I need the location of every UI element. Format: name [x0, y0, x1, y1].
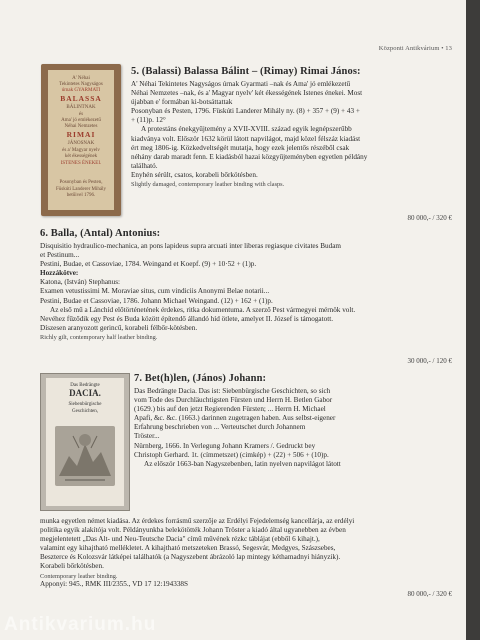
lot-7 [134, 373, 460, 469]
book-text: és [78, 112, 84, 117]
text-line: Erfahrung beschrieben von ... Verteutschet durch Johannem [134, 423, 306, 432]
text-line: et Pestinum... [40, 251, 80, 260]
book-text: betűivel 1796. [66, 193, 96, 198]
text-line: politika egyik alakítója volt. Példányunkba belekötötték Johann Tröster a kiadó által ugyanebben az évben [40, 526, 346, 535]
book-text: és a' Magyar nyelv [62, 148, 100, 153]
book-photo-balassa [41, 64, 121, 216]
watermark: Antikvarium.hu [4, 614, 157, 635]
text-line: Christoph Gerhard. 1t. (címmetszet) (cimkép) + (22) + 506 + (10)p. [134, 450, 329, 459]
lot-description [131, 80, 459, 180]
bibliographic-references: Apponyi: 945., RMK III/2355., VD 17 12:194338S [40, 579, 189, 588]
lot-description [40, 517, 460, 572]
book-text: Geschichten, [72, 409, 98, 414]
text-line: munka egyetlen német kiadása. Az érdekes forrásmű szerzője az Erdélyi Fejedelemség kancellárja, az erdélyi [40, 517, 355, 525]
lot-title: 6. Balla, (Antal) Antonius: [40, 228, 161, 239]
text-line: Pestini, Budae, et Cassoviae, 1784. Weingand et Koepf. (9) + 10·52 + (1)p. [40, 260, 257, 269]
book-text: Das Bedrängte [70, 383, 100, 388]
title-page [48, 70, 114, 210]
lot-5-price: 80 000,- / 320 € [407, 214, 452, 222]
english-note: Contemporary leather binding. [40, 572, 118, 580]
lot-title: 7. Bet(h)len, (János) Johann: [134, 373, 267, 384]
lot-6-price: 30 000,- / 120 € [407, 357, 452, 365]
title-page [46, 378, 124, 506]
book-text: két ékességének [64, 154, 98, 159]
lot-7-price: 80 000,- / 320 € [407, 590, 452, 598]
text-line: Examen vetustissimi M. Moraviae situs, cum vindiciis Anonymi Belae notarii... [40, 287, 270, 296]
text-line: Az első mű a Lánchíd előtörténetének érdekes, ritka dokumentuma. A szerző Pest vármegyei mérnök volt. [50, 305, 356, 314]
text-line: A' Néhai Tekintetes Nagyságos úrnak Gyarmati –nak és Ama' jó emlékezetű [131, 80, 351, 88]
text-line: A protestáns énekgyűjtemény a XVII-XVIII. század egyik legnépszerűbb [141, 125, 352, 134]
text-line: kiadványa volt. Először 1632 körül látott napvilágot, majd közel félszáz kiadást [131, 134, 361, 143]
english-note: Slightly damaged, contemporary leather binding with clasps. [131, 181, 285, 189]
book-text: Posonyban és Pesten, [59, 180, 103, 185]
book-text: JÁNOSNAK [67, 141, 95, 146]
text-line: vom Tode des Durchläuchtigsten Fürsten und Herrn H. Betlen Gabor [134, 396, 333, 405]
text-line: Nürnberg, 1666. In Verlegung Johann Kramers /. Gedruckt bey [134, 441, 316, 450]
book-text: Tekintetes Nagyságos [59, 82, 103, 87]
text-line: Beszterce és Kolozsvár látképei találhatók (a Nagyszebent ábrázoló lap mintegy kéthamadnyi hiányzik). [40, 553, 341, 562]
text-line: Nevéhez fűződik egy Pest és Buda között építendő állandó híd ötlete, amelyet II. József is támogatott. [40, 314, 334, 323]
engraving-illustration [55, 426, 115, 486]
text-line: Enyhén sérült, csatos, korabeli bőrkötésben. [131, 170, 258, 179]
english-note: Richly gilt, contemporary half leather binding. [40, 333, 158, 341]
lot-description [134, 387, 460, 469]
book-text: RIMAI [66, 130, 96, 139]
book-text: Füskúti Landerer Mihály [56, 187, 106, 192]
text-line: újabban e' formában ki-botsáttattak [131, 98, 233, 107]
book-text: A' Néhai [72, 76, 90, 81]
text-line: Katona, (István) Stephanus: [40, 278, 121, 287]
lot-7-continued [40, 517, 460, 589]
book-text: Siebenbürgische [68, 402, 102, 407]
book-text: BALASSA [60, 94, 102, 103]
book-photo-dacia [40, 373, 130, 511]
text-line: Posonyban és Pesten, 1796. Füskúti Landerer Mihály ny. (8) + 357 + (9) + 43 + [131, 107, 360, 116]
text-line: megjelentetett „Das Alt- und Neu-Teutsche Dacia" című művének rézkc táblájat (ebből 6 kihajt.), [40, 535, 320, 544]
text-line: Korabeli bőrkötésben. [40, 562, 104, 571]
text-line: Disquisitio hydraulico-mechanica, an pons lapideus supra arcuati inter liberas regiasque civitates Budam [40, 242, 341, 250]
text-line: Az először 1663-ban Nagyszebenben, latin nyelven napvilágot látott [144, 459, 341, 468]
text-line: Néhai Nemzetes –nak, és a' Magyar nyelv' két ékességének Istenes énekei. Most [131, 89, 363, 98]
text-line: (1629.) bis auf den jetzt Regierenden Fürsten; ... Herrn H. Michael [134, 405, 326, 414]
text-line: Apafi, &c. &c. (1663.) darinnen zugetragen haben. Aus selbst-eigener [134, 414, 336, 423]
book-text: Néhai Nemzetes [64, 124, 98, 129]
text-line: Tröster... [134, 432, 160, 441]
text-line: ért meg 1806-ig. Közkedveltségét mutatja, hogy ezek jelentős részéből csak [131, 143, 350, 152]
text-line: + (11)p. 12° [131, 116, 166, 125]
book-text: Ama' jó emlékezetű [61, 118, 101, 123]
text-line: valamint egy kihajtható mellékletet. A kihajtható metszeteken Brassó, Segesvár, Medgyes, Szászsebes, [40, 544, 336, 553]
text-line: Díszesen aranyozott gerincű, korabeli félbőr-kötésben. [40, 323, 198, 332]
bound-with-label: Hozzákötve: [40, 269, 79, 278]
book-text: úrnak GYARMATI [61, 88, 101, 93]
page-edge-shadow [466, 0, 480, 640]
text-line: Pestini, Budae et Cassoviae, 1786. Johann Michael Weingand. (12) + 162 + (1)p. [40, 296, 273, 305]
page-header: Központi Antikvárium • 13 [378, 45, 452, 52]
lot-description [40, 242, 460, 333]
lot-5 [131, 66, 459, 188]
text-line: néhány darab maradt fenn. E kiadásból hazai közgyűjteményben egyetlen példány [131, 152, 368, 161]
text-line: található. [131, 161, 158, 170]
text-line: Das Bedrängte Dacia. Das ist: Siebenbürgische Geschichten, so sich [134, 387, 331, 395]
book-text: ISTENES ÉNEKEI. [60, 161, 102, 166]
lot-title: 5. (Balassi) Balassa Bálint – (Rimay) Rimai János: [131, 66, 361, 77]
book-text: DACIA. [69, 388, 101, 398]
lot-6 [40, 228, 460, 341]
book-text: BÁLINTNAK [66, 105, 96, 110]
